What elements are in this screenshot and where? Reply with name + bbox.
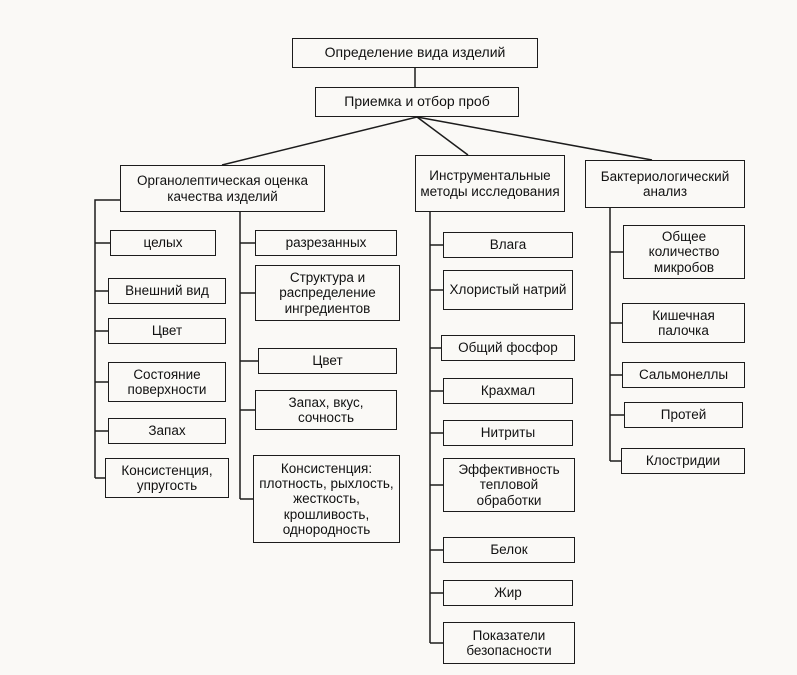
diagram-node: Цвет — [108, 318, 226, 344]
diagram-node: Белок — [443, 537, 575, 563]
diagram-node: Структура и распределение ингредиентов — [255, 265, 400, 321]
diagram-node: Общее количество микробов — [623, 225, 745, 279]
diagram-node: Сальмонеллы — [622, 362, 745, 388]
branch-header-organoleptic: Органолептическая оценка качества изделий — [120, 165, 325, 212]
diagram-node: Протей — [624, 402, 743, 428]
diagram-node: Эффективность тепловой обработки — [443, 458, 575, 512]
diagram-node: Крахмал — [443, 378, 573, 404]
diagram-node: Консистенция: плотность, рыхлость, жесткость, крошливость, однородность — [253, 455, 400, 543]
node-root: Определение вида изделий — [292, 38, 538, 68]
diagram-node: Состояние поверхности — [108, 362, 226, 402]
diagram-node: Влага — [443, 232, 573, 258]
diagram-node: Внешний вид — [108, 278, 226, 304]
diagram-node: Цвет — [258, 348, 397, 374]
diagram-node: Хлористый натрий — [443, 270, 573, 310]
diagram-node: Нитриты — [443, 420, 573, 446]
diagram-node: Клостридии — [621, 448, 745, 474]
diagram-node: разрезанных — [255, 230, 397, 256]
diagram-node: Показатели безопасности — [443, 622, 575, 664]
diagram-node: Жир — [443, 580, 573, 606]
diagram-node: Кишечная палочка — [622, 303, 745, 343]
diagram-node: Запах — [108, 418, 226, 444]
node-sampling: Приемка и отбор проб — [315, 87, 519, 117]
branch-header-instrumental: Инструментальные методы исследования — [415, 155, 565, 212]
diagram-node: Запах, вкус, сочность — [255, 390, 397, 430]
diagram-node: Консистенция, упругость — [105, 458, 229, 498]
diagram-node: Общий фосфор — [441, 335, 575, 361]
branch-header-bacteriological: Бактериологический анализ — [585, 160, 745, 208]
diagram-node: целых — [110, 230, 216, 256]
